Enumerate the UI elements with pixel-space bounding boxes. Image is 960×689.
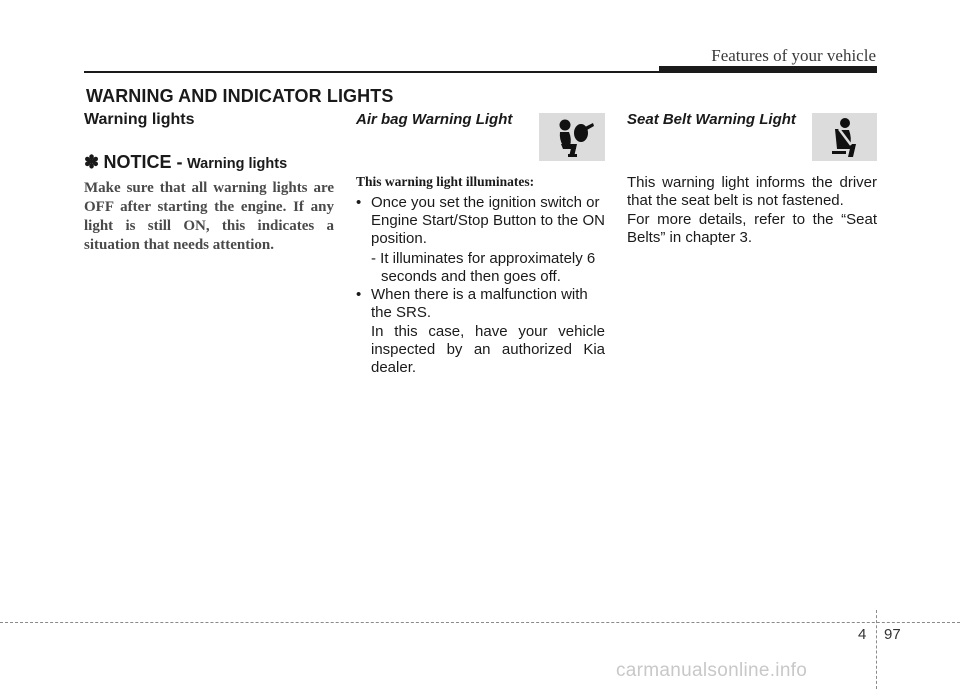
seatbelt-warning-icon (812, 113, 877, 161)
seatbelt-paragraph-1: This warning light informs the driver that the seat belt is not fastened. (627, 174, 877, 209)
notice-label: NOTICE - (103, 152, 183, 172)
notice-symbol: ✽ (84, 152, 100, 172)
section-heading: WARNING AND INDICATOR LIGHTS (86, 86, 394, 106)
airbag-paragraph: In this case, have your vehicle inspected by an authorized Kia dealer. (371, 323, 605, 376)
airbag-warning-icon (539, 113, 605, 161)
bullet: • (356, 194, 362, 211)
sub-item-text: - It illuminates for approximately 6 (371, 250, 596, 267)
airbag-warning-title: Air bag Warning Light (356, 111, 513, 128)
page-number: 97 (884, 626, 901, 643)
warning-lights-subheading: Warning lights (84, 111, 195, 128)
bullet-text-cont: Engine Start/Stop Button to the ON position. (371, 212, 605, 247)
notice-body: Make sure that all warning lights are OFF after starting the engine. If any light is still ON, this indicates a situation that needs attention. (84, 180, 334, 253)
seatbelt-warning-title: Seat Belt Warning Light (627, 111, 796, 128)
airbag-bullet-1 (356, 194, 605, 248)
bullet-text: Once you set the ignition switch or (371, 194, 600, 211)
bullet-text: When there is a malfunction with (371, 286, 588, 303)
footer-page-divider (876, 610, 877, 689)
footer-divider (0, 622, 960, 623)
watermark: carmanualsonline.info (616, 660, 808, 681)
airbag-sub-item (371, 250, 605, 286)
chapter-number: 4 (858, 626, 867, 643)
bullet-text-cont: the SRS. (371, 304, 432, 321)
notice-heading (84, 152, 287, 173)
bullet: • (356, 286, 362, 303)
header-title: Features of your vehicle (711, 46, 876, 65)
sub-item-text-cont: seconds and then goes off. (381, 268, 561, 285)
header-rule (84, 71, 659, 73)
airbag-bullet-2 (356, 286, 605, 322)
notice-topic: Warning lights (187, 156, 288, 172)
illuminates-label: This warning light illuminates: (356, 174, 535, 189)
seatbelt-paragraph-2: For more details, refer to the “Seat Belts” in chapter 3. (627, 211, 877, 246)
header-rule-accent (659, 66, 877, 73)
